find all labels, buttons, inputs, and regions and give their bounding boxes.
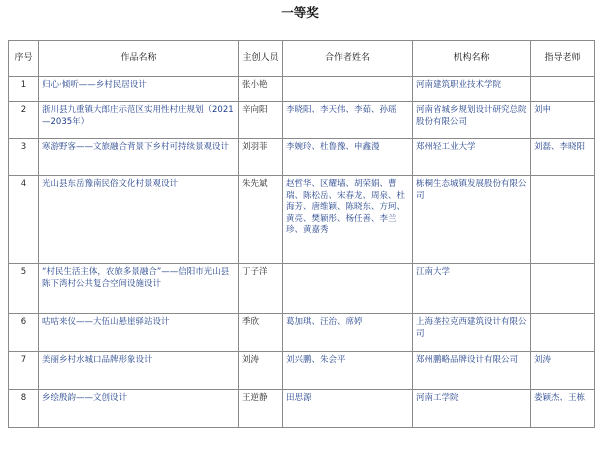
- table-row: [9, 264, 595, 314]
- cell-mentor: 刘涛: [531, 352, 595, 390]
- cell-org: 河南省城乡规划设计研究总院股份有限公司: [413, 102, 531, 139]
- cell-collaborators: 刘兴鹏、朱会平: [283, 352, 413, 390]
- cell-author: 朱先斌: [239, 176, 283, 264]
- cell-mentor: 娄颖杰、王栋: [531, 390, 595, 428]
- header-mentor: 指导老师: [531, 41, 595, 77]
- header-org: 机构名称: [413, 41, 531, 77]
- cell-org: 江南大学: [413, 264, 531, 314]
- cell-mentor: [531, 176, 595, 264]
- header-author: 主创人员: [239, 41, 283, 77]
- cell-work: 归心·倾听——乡村民居设计: [39, 77, 239, 102]
- cell-author: 辛向阳: [239, 102, 283, 139]
- table-row: [9, 314, 595, 352]
- table-row: [9, 139, 595, 176]
- cell-author: 刘涛: [239, 352, 283, 390]
- cell-mentor: [531, 77, 595, 102]
- cell-work: 美丽乡村水城口品牌形象设计: [39, 352, 239, 390]
- cell-seq: 8: [9, 390, 39, 428]
- cell-collaborators: 李晓阳、李天伟、李茹、孙瑶: [283, 102, 413, 139]
- cell-seq: 7: [9, 352, 39, 390]
- cell-collaborators: [283, 264, 413, 314]
- cell-work: 寒游野客——文旅融合背景下乡村可持续景观设计: [39, 139, 239, 176]
- cell-mentor: 刘磊、李晓阳: [531, 139, 595, 176]
- table-header-row: [9, 41, 595, 77]
- cell-mentor: 刘申: [531, 102, 595, 139]
- cell-work: 光山县东岳豫南民俗文化村景观设计: [39, 176, 239, 264]
- cell-collaborators: 田思源: [283, 390, 413, 428]
- cell-org: 郑州鹏略品牌设计有限公司: [413, 352, 531, 390]
- cell-seq: 2: [9, 102, 39, 139]
- cell-mentor: [531, 264, 595, 314]
- cell-seq: 1: [9, 77, 39, 102]
- table-row: [9, 352, 595, 390]
- cell-collaborators: 葛加琪、汪治、席婷: [283, 314, 413, 352]
- cell-seq: 3: [9, 139, 39, 176]
- header-work: 作品名称: [39, 41, 239, 77]
- cell-seq: 4: [9, 176, 39, 264]
- cell-work: 乡绘殷韵——文创设计: [39, 390, 239, 428]
- table-row: [9, 390, 595, 428]
- cell-collaborators: 李婉玲、杜鲁豫、申鑫漫: [283, 139, 413, 176]
- cell-mentor: [531, 314, 595, 352]
- table-row: [9, 77, 595, 102]
- cell-org: 河南建筑职业技术学院: [413, 77, 531, 102]
- header-collaborators: 合作者姓名: [283, 41, 413, 77]
- cell-seq: 6: [9, 314, 39, 352]
- cell-author: 刘羽菲: [239, 139, 283, 176]
- cell-author: 张小艳: [239, 77, 283, 102]
- cell-org: 郑州轻工业大学: [413, 139, 531, 176]
- page-title: 一等奖: [281, 5, 319, 20]
- cell-collaborators: 赵哲华、区耀墙、胡荣娟、曹瑞、陈松岳、宋春龙、周泉、杜海芳、唐维颖、陈晓东、方珂、黄亮、樊颖彤、杨任善、李兰珍、黄嘉秀: [283, 176, 413, 264]
- cell-seq: 5: [9, 264, 39, 314]
- header-seq: 序号: [9, 41, 39, 77]
- cell-author: 丁子洋: [239, 264, 283, 314]
- table-row: [9, 176, 595, 264]
- cell-collaborators: [283, 77, 413, 102]
- cell-work: 咕咕来仪——大伍山悬崖驿站设计: [39, 314, 239, 352]
- cell-author: 季欣: [239, 314, 283, 352]
- awards-table: [8, 40, 595, 428]
- table-row: [9, 102, 595, 139]
- cell-org: 上海垄拉克西建筑设计有限公司: [413, 314, 531, 352]
- cell-work: “村民生活主体，农旅多景融合”——信阳市光山县陈下湾村公共复合空间设施设计: [39, 264, 239, 314]
- cell-org: 河南工学院: [413, 390, 531, 428]
- cell-org: 栋桐生态城镇发展股份有限公司: [413, 176, 531, 264]
- cell-work: 浙川县九重镇大郎庄示范区实用性村庄规划（2021—2035年）: [39, 102, 239, 139]
- cell-author: 王逆静: [239, 390, 283, 428]
